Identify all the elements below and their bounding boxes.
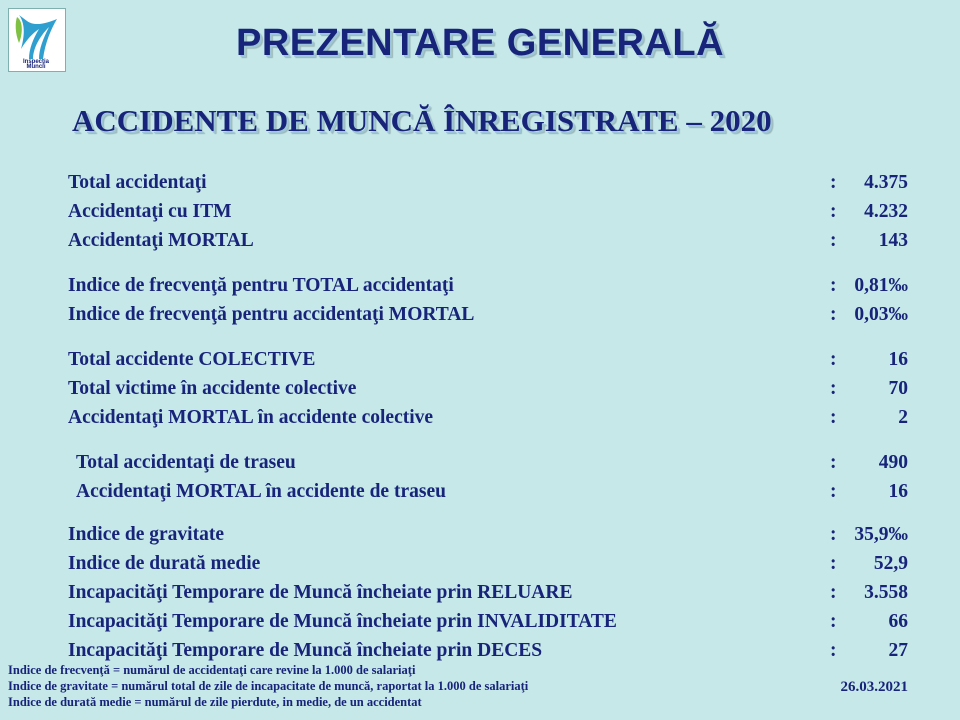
item-value: 16: [888, 481, 908, 502]
list-item: [68, 345, 908, 374]
item-label: Indice de frecvenţă pentru accidentaţi MORTAL: [68, 304, 475, 325]
item-value: 0,03‰: [854, 304, 908, 325]
footnote-line: Indice de frecvenţă = numărul de accidentaţi care revine la 1.000 de salariaţi: [8, 663, 416, 677]
row-spacer: [68, 255, 908, 271]
footnote-line: Indice de durată medie = numărul de zile pierdute, in medie, de un accidentat: [8, 695, 422, 709]
item-colon: :: [830, 304, 837, 325]
list-item: [68, 168, 908, 197]
item-colon: :: [830, 230, 837, 251]
page-subtitle: ACCIDENTE DE MUNCĂ ÎNREGISTRATE – 2020: [72, 103, 772, 138]
item-value: 143: [878, 230, 908, 251]
list-item: [68, 374, 908, 403]
list-item: [68, 607, 908, 636]
slide-date: 26.03.2021: [840, 679, 908, 695]
item-value: 35,9‰: [854, 524, 908, 545]
list-item: [68, 197, 908, 226]
list-item: [68, 477, 908, 506]
item-value: 70: [888, 378, 908, 399]
item-label: Indice de frecvenţă pentru TOTAL accidentaţi: [68, 275, 454, 296]
list-item: [68, 578, 908, 607]
svg-text:Muncii: Muncii: [26, 64, 46, 69]
item-colon: :: [830, 275, 837, 296]
item-colon: :: [830, 640, 837, 661]
item-value: 16: [888, 349, 908, 370]
item-label: Incapacităţi Temporare de Muncă încheiate prin DECES: [68, 640, 543, 661]
item-value: 0,81‰: [854, 275, 908, 296]
item-colon: :: [830, 524, 837, 545]
list-item: [68, 448, 908, 477]
item-value: 4.232: [864, 201, 908, 222]
row-spacer: [68, 506, 908, 520]
svg-text:Inspecţia: Inspecţia: [22, 59, 50, 65]
item-label: Incapacităţi Temporare de Muncă încheiate prin INVALIDITATE: [68, 611, 617, 632]
item-colon: :: [830, 407, 837, 428]
item-value: 2: [898, 407, 908, 428]
item-value: 52,9: [873, 553, 908, 574]
item-label: Accidentaţi MORTAL în accidente colective: [68, 407, 434, 428]
row-spacer: [68, 432, 908, 448]
page-title: PREZENTARE GENERALĂ: [235, 22, 725, 64]
item-label: Accidentaţi cu ITM: [68, 201, 232, 222]
item-colon: :: [830, 349, 837, 370]
item-label: Incapacităţi Temporare de Muncă încheiate prin RELUARE: [68, 582, 573, 603]
item-colon: :: [830, 452, 837, 473]
row-spacer: [68, 329, 908, 345]
item-label: Total accidentaţi de traseu: [76, 452, 296, 473]
list-item: [68, 300, 908, 329]
list-item: [68, 636, 908, 665]
item-label: Indice de gravitate: [68, 524, 224, 545]
statistics-list: [68, 168, 908, 665]
item-colon: :: [830, 378, 837, 399]
item-value: 3.558: [864, 582, 908, 603]
item-value: 27: [888, 640, 908, 661]
item-label: Accidentaţi MORTAL: [68, 230, 254, 251]
list-item: [68, 520, 908, 549]
list-item: [68, 226, 908, 255]
item-colon: :: [830, 611, 837, 632]
item-label: Total accidente COLECTIVE: [68, 349, 316, 370]
footnote-line: Indice de gravitate = numărul total de zile de incapacitate de muncă, raportat la 1.000 de salariaţi: [8, 679, 529, 693]
item-label: Total accidentaţi: [68, 172, 207, 193]
item-value: 4.375: [864, 172, 908, 193]
item-label: Indice de durată medie: [68, 553, 261, 574]
item-label: Accidentaţi MORTAL în accidente de traseu: [76, 481, 446, 502]
item-colon: :: [830, 481, 837, 502]
item-colon: :: [830, 172, 837, 193]
list-item: [68, 271, 908, 300]
item-colon: :: [830, 582, 837, 603]
item-colon: :: [830, 201, 837, 222]
footnotes: [8, 662, 528, 710]
item-value: 490: [878, 452, 908, 473]
list-item: [68, 549, 908, 578]
item-colon: :: [830, 553, 837, 574]
list-item: [68, 403, 908, 432]
item-label: Total victime în accidente colective: [68, 378, 357, 399]
item-value: 66: [888, 611, 908, 632]
